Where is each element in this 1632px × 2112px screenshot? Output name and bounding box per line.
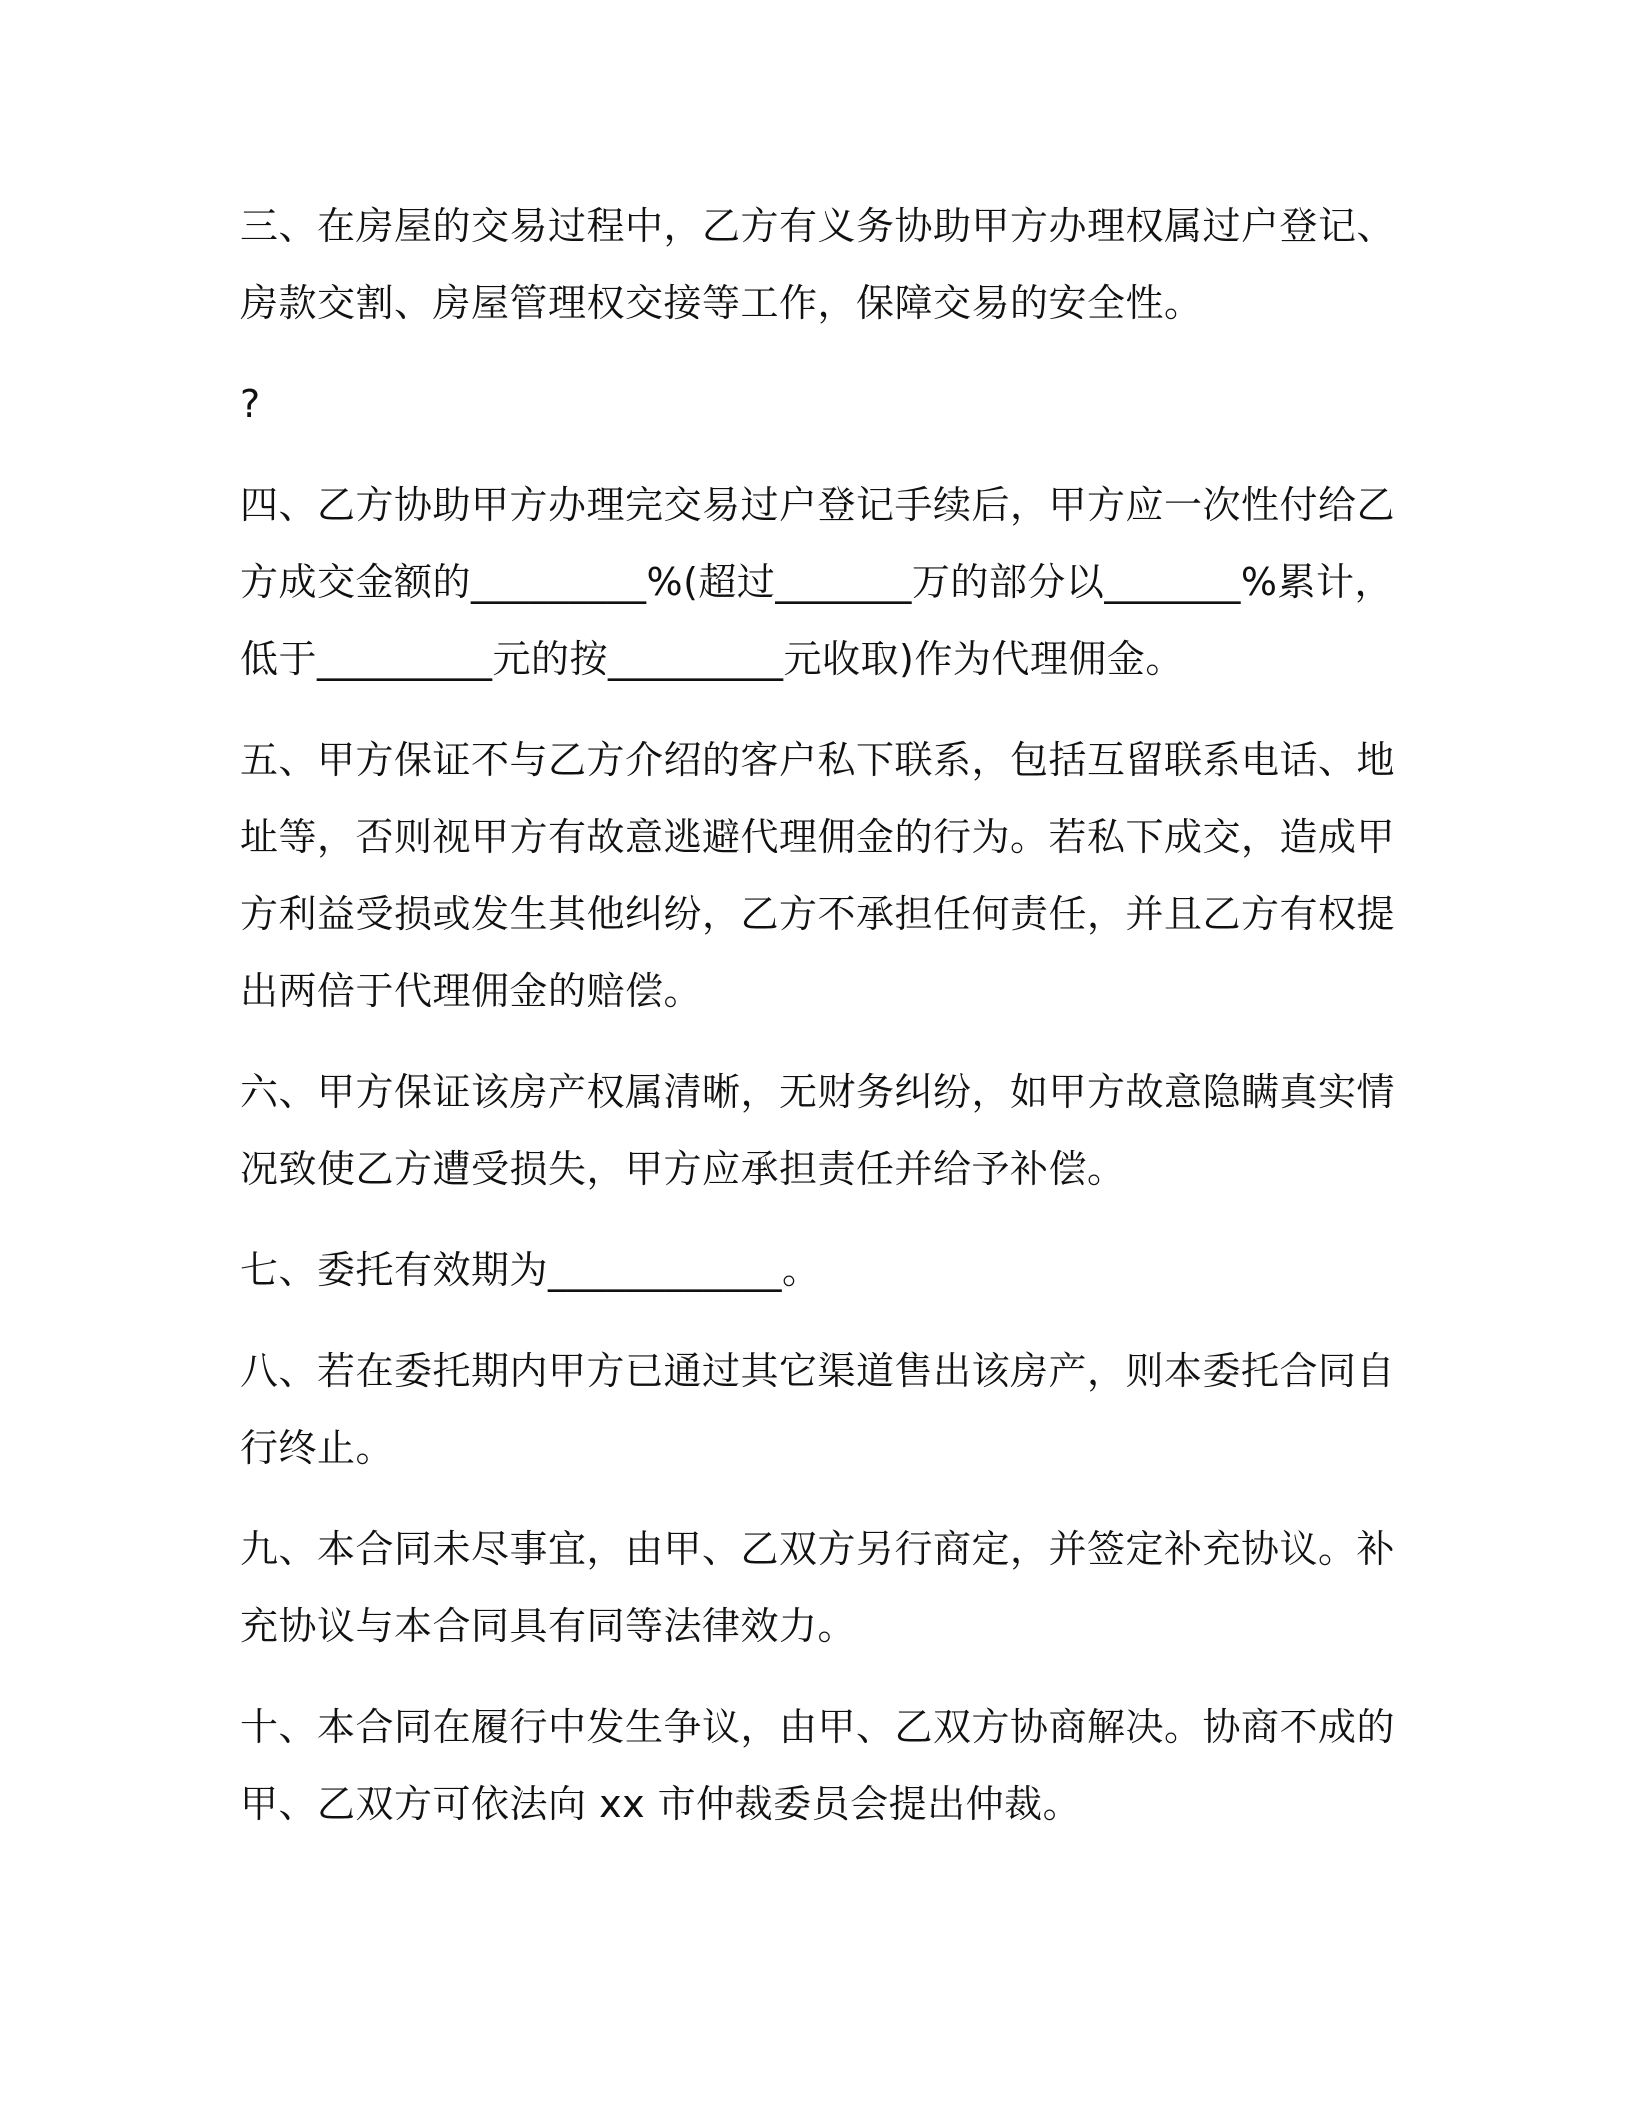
clause-line: 七、委托有效期为____________。 [240, 1248, 821, 1292]
clause-line: 况致使乙方遭受损失，甲方应承担责任并给予补偿。 [240, 1147, 1126, 1191]
clause-4 [240, 467, 1400, 698]
clause-line: 十、本合同在履行中发生争议，由甲、乙双方协商解决。协商不成的 [240, 1705, 1396, 1749]
clause-9 [240, 1511, 1400, 1665]
clause-line: 房款交割、房屋管理权交接等工作，保障交易的安全性。 [240, 281, 1203, 325]
clause-7 [240, 1232, 1400, 1309]
clause-line: 址等，否则视甲方有故意逃避代理佣金的行为。若私下成交，造成甲 [240, 815, 1396, 859]
clause-line: 方利益受损或发生其他纠纷，乙方不承担任何责任，并且乙方有权提 [240, 892, 1396, 936]
clause-line: 六、甲方保证该房产权属清晰，无财务纠纷，如甲方故意隐瞒真实情 [240, 1070, 1396, 1114]
clause-3 [240, 188, 1400, 342]
clause-8 [240, 1333, 1400, 1487]
clause-10 [240, 1689, 1400, 1843]
clause-6 [240, 1054, 1400, 1208]
clause-line: 行终止。 [240, 1426, 395, 1470]
clause-line: 九、本合同未尽事宜，由甲、乙双方另行商定，并签定补充协议。补 [240, 1527, 1396, 1571]
clause-line: 充协议与本合同具有同等法律效力。 [240, 1604, 857, 1648]
clause-line: ? [240, 382, 261, 426]
clause-line: 方成交金额的_________%(超过_______万的部分以_______%累计， [240, 560, 1394, 604]
clause-5 [240, 722, 1400, 1030]
stray-question-mark [240, 366, 1400, 443]
clause-line: 出两倍于代理佣金的赔偿。 [240, 969, 703, 1013]
clause-line: 甲、乙双方可依法向 xx 市仲裁委员会提出仲裁。 [240, 1782, 1082, 1826]
clause-line: 五、甲方保证不与乙方介绍的客户私下联系，包括互留联系电话、地 [240, 738, 1396, 782]
clause-line: 四、乙方协助甲方办理完交易过户登记手续后，甲方应一次性付给乙 [240, 483, 1396, 527]
clause-line: 三、在房屋的交易过程中，乙方有义务协助甲方办理权属过户登记、 [240, 204, 1396, 248]
clause-line: 低于_________元的按_________元收取)作为代理佣金。 [240, 637, 1184, 681]
contract-body [240, 188, 1400, 1867]
clause-line: 八、若在委托期内甲方已通过其它渠道售出该房产，则本委托合同自 [240, 1349, 1396, 1393]
